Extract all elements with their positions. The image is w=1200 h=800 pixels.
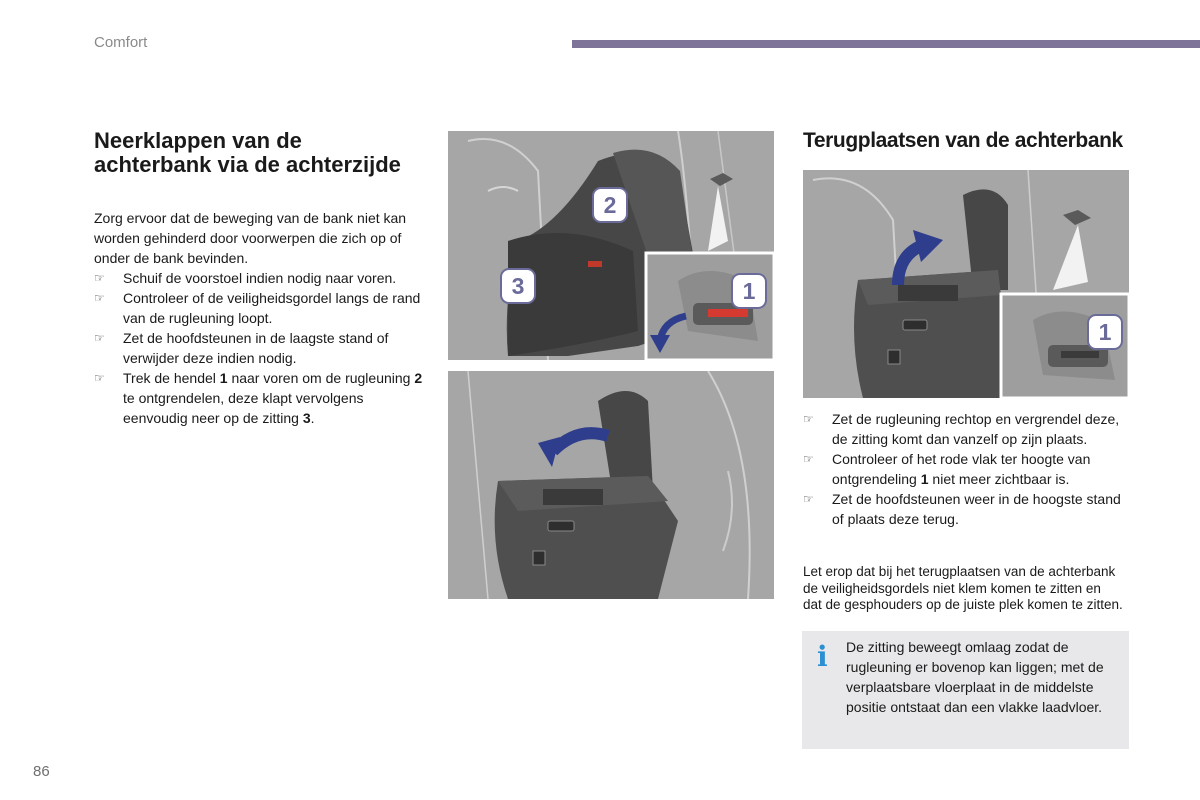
- restore-steps-list: [803, 409, 1133, 529]
- step-text: Controleer of het rode vlak ter hoogte van ontgrendeling 1 niet meer zichtbaar is.: [832, 451, 1091, 487]
- svg-text:1: 1: [1098, 319, 1112, 345]
- fold-steps-list: [94, 268, 424, 428]
- list-item: [94, 288, 424, 328]
- step-text: Zet de hoofdsteunen in de laagste stand of verwijder deze indien nodig.: [123, 330, 389, 366]
- step-text: Zet de hoofdsteunen weer in de hoogste stand of plaats deze terug.: [832, 491, 1121, 527]
- svg-text:2: 2: [603, 192, 617, 218]
- step-text: Controleer of de veiligheidsgordel langs de rand van de rugleuning loopt.: [123, 290, 421, 326]
- list-item: [94, 368, 424, 428]
- list-item: [94, 328, 424, 368]
- pointing-hand-icon: ☞: [94, 291, 105, 305]
- pointing-hand-icon: ☞: [803, 412, 814, 426]
- pointing-hand-icon: ☞: [94, 331, 105, 345]
- step-text: Schuif de voorstoel indien nodig naar voren.: [123, 270, 397, 286]
- section-label: Comfort: [94, 34, 148, 51]
- callout-3-icon: [501, 269, 535, 303]
- pointing-hand-icon: ☞: [803, 452, 814, 466]
- list-item: [803, 409, 1133, 449]
- illustration-fold-lever: [448, 131, 774, 360]
- list-item: [803, 449, 1133, 489]
- intro-paragraph: Zorg ervoor dat de beweging van de bank niet kan worden gehinderd door voorwerpen die zich op of onder de bank bevinden.: [94, 210, 407, 266]
- step-text: Trek de hendel 1 naar voren om de rugleuning 2 te ontgrendelen, deze klapt vervolgens eenvoudig neer op de zitting 3.: [123, 370, 423, 426]
- belt-note: Let erop dat bij het terugplaatsen van de achterbank de veiligheidsgordels niet klem komen te zitten en dat de gesphouders op de juiste plek komen te zitten.: [803, 564, 1123, 612]
- list-item: [94, 268, 424, 288]
- page-number: 86: [33, 763, 50, 780]
- pointing-hand-icon: ☞: [94, 271, 105, 285]
- info-box: [802, 631, 1129, 749]
- svg-text:3: 3: [511, 273, 525, 299]
- title-restore: Terugplaatsen van de achterbank: [803, 129, 1123, 152]
- title-fold-down: Neerklappen van de achterbank via de achterzijde: [94, 128, 401, 177]
- svg-text:1: 1: [742, 278, 756, 304]
- illustration-restore-seat: [803, 170, 1129, 398]
- info-text: De zitting beweegt omlaag zodat de rugleuning er bovenop kan liggen; met de verplaatsbare vloerplaat in de middelste positie ontstaat dan een vlakke laadvloer.: [846, 639, 1104, 715]
- pointing-hand-icon: ☞: [803, 492, 814, 506]
- illustration-folded-seat: [448, 371, 774, 599]
- callout-1-icon: [732, 274, 766, 308]
- pointing-hand-icon: ☞: [94, 371, 105, 385]
- callout-2-icon: [593, 188, 627, 222]
- callout-1-icon: [1088, 315, 1122, 349]
- info-icon: i: [817, 640, 828, 673]
- header-bar: [572, 40, 1200, 48]
- list-item: [803, 489, 1133, 529]
- step-text: Zet de rugleuning rechtop en vergrendel deze, de zitting komt dan vanzelf op zijn plaats.: [832, 411, 1120, 447]
